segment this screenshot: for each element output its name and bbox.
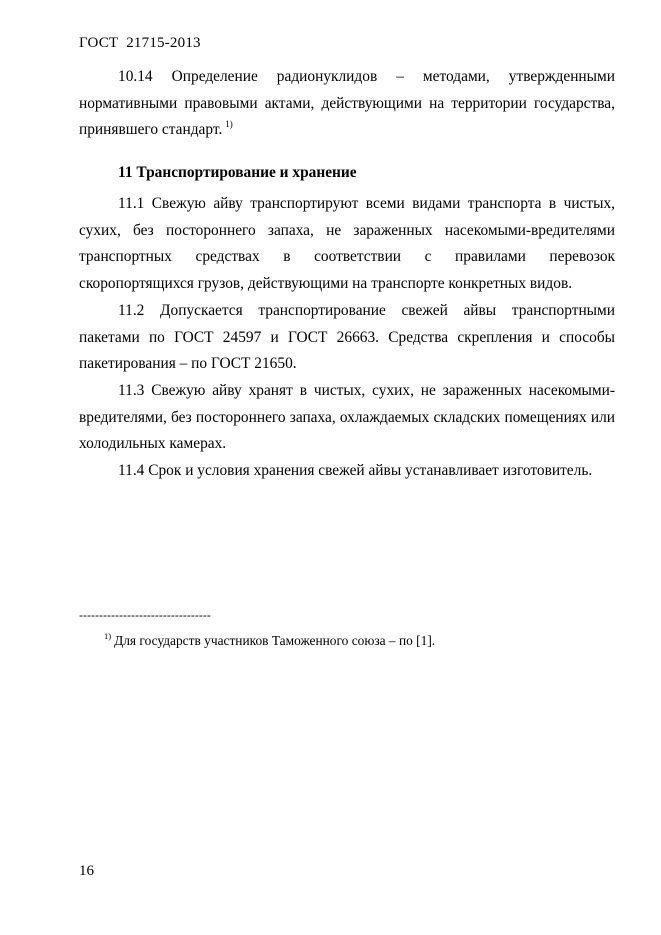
footnote-ref-1: 1) (225, 119, 233, 130)
section-title: 11 Транспортирование и хранение (118, 164, 357, 181)
page-number: 16 (79, 863, 94, 879)
footnote-separator: --------------------------------- (79, 608, 211, 622)
paragraph-11-2: 11.2 Допускается транспортирование свежей айвы транспортными пакетами по ГОСТ 24597 и ГОСТ 26663. Средства скрепления и способы пакетирования – по ГОСТ 21650. (79, 302, 615, 373)
paragraph-11-3: 11.3 Свежую айву хранят в чистых, сухих, не зараженных насекомыми-вредителями, без постороннего запаха, охлаждаемых складских помещениях или холодильных камерах. (79, 382, 615, 453)
paragraph-11-1: 11.1 Свежую айву транспортируют всеми видами транспорта в чистых, сухих, без постороннего запаха, не зараженных насекомыми-вредителями транспортных средствах в соответствии с правилами перевозок скоропортящихся грузов, действующими на транспорте конкретных видов. (79, 195, 615, 292)
footnote (104, 633, 435, 649)
paragraph-10-14-text: 10.14 Определение радионуклидов – методами, утвержденными нормативными правовыми актами, действующими на территории государства, принявшего стандарт. (79, 68, 615, 139)
footnote-marker: 1) (104, 631, 112, 641)
footnote-text: Для государств участников Таможенного союза – по [1]. (114, 633, 436, 648)
paragraph-10-14 (79, 64, 615, 145)
document-header: ГОСТ 21715-2013 (79, 35, 201, 51)
paragraph-11-4: 11.4 Срок и условия хранения свежей айвы устанавливает изготовитель. (118, 462, 593, 479)
